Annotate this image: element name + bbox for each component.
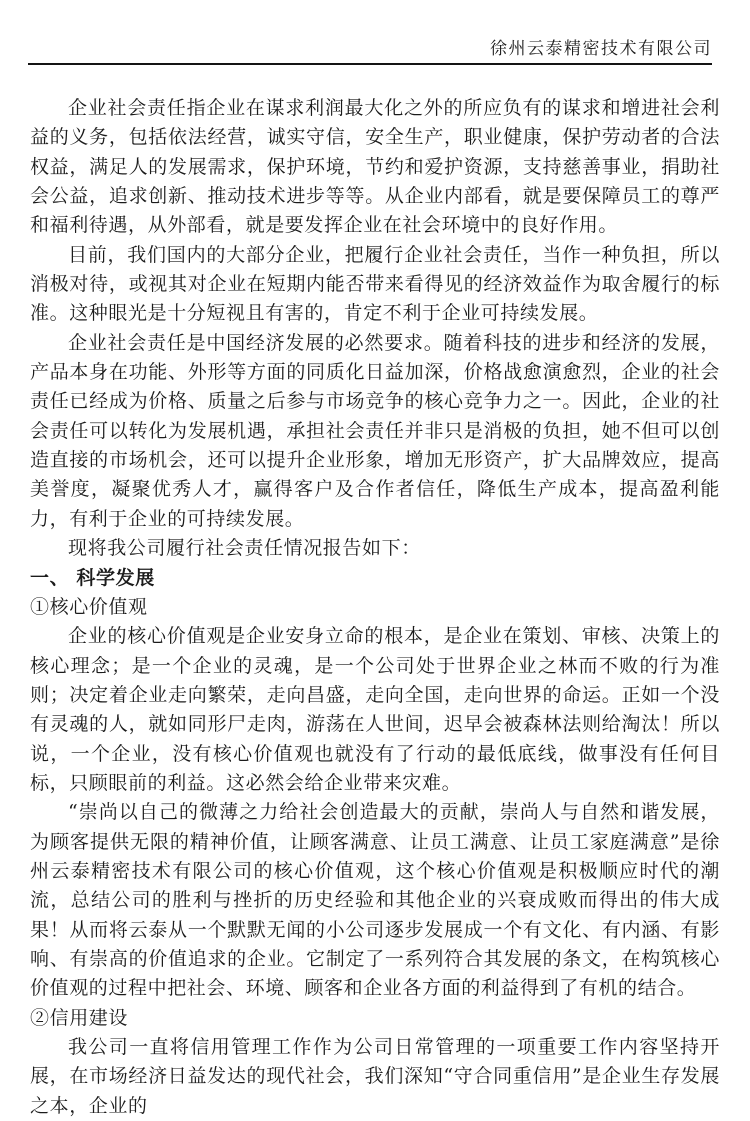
document-page bbox=[0, 34, 750, 1117]
paragraph-csr-definition: 企业社会责任指企业在谋求利润最大化之外的所应负有的谋求和增进社会利益的义务，包括依法经营，诚实守信，安全生产，职业健康，保护劳动者的合法权益，满足人的发展需求，保护环境，节约和爱护资源，支持慈善事业，捐助社会公益，追求创新、推动技术进步等等。从企业内部看，就是要保障员工的尊严和福利待遇，从外部看，就是要发挥企业在社会环境中的良好作用。 bbox=[30, 97, 720, 237]
header-rule bbox=[28, 63, 712, 65]
section-heading-science-development: 一、 科学发展 bbox=[30, 566, 155, 589]
page-header bbox=[28, 34, 712, 63]
company-name: 徐州云泰精密技术有限公司 bbox=[490, 39, 712, 59]
paragraph-core-values-meaning: 企业的核心价值观是企业安身立命的根本，是企业在策划、审核、决策上的核心理念；是一个企业的灵魂，是一个公司处于世界企业之林而不败的行为准则；决定着企业走向繁荣，走向昌盛，走向全国，走向世界的命运。正如一个没有灵魂的人，就如同形尸走肉，游荡在人世间，迟早会被森林法则给淘汰！所以说，一个企业，没有核心价值观也就没有了行动的最低底线，做事没有任何目标，只顾眼前的利益。这必然会给企业带来灾难。 bbox=[30, 625, 720, 794]
paragraph-csr-necessity: 企业社会责任是中国经济发展的必然要求。随着科技的进步和经济的发展，产品本身在功能、外形等方面的同质化日益加深，价格战愈演愈烈，企业的社会责任已经成为价格、质量之后参与市场竞争的核心竞争力之一。因此，企业的社会责任可以转化为发展机遇，承担社会责任并非只是消极的负担，她不但可以创造直接的市场机会，还可以提升企业形象，增加无形资产，扩大品牌效应，提高美誉度，凝聚优秀人才，赢得客户及合作者信任，降低生产成本，提高盈利能力，有利于企业的可持续发展。 bbox=[30, 331, 720, 530]
paragraph-current-attitude: 目前，我们国内的大部分企业，把履行企业社会责任，当作一种负担，所以消极对待，或视其对企业在短期内能否带来看得见的经济效益作为取舍履行的标准。这种眼光是十分短视且有害的，肯定不利于企业可持续发展。 bbox=[30, 243, 720, 325]
paragraph-report-intro: 现将我公司履行社会责任情况报告如下： bbox=[68, 537, 421, 560]
document-body bbox=[30, 94, 720, 1121]
paragraph-credit-management: 我公司一直将信用管理工作作为公司日常管理的一项重要工作内容坚持开展，在市场经济日益发达的现代社会，我们深知“守合同重信用”是企业生存发展之本，企业的 bbox=[30, 1036, 720, 1117]
subheading-credit-building: ②信用建设 bbox=[30, 1006, 129, 1029]
paragraph-company-core-values: “崇尚以自己的微薄之力给社会创造最大的贡献，崇尚人与自然和谐发展，为顾客提供无限的精神价值，让顾客满意、让员工满意、让员工家庭满意”是徐州云泰精密技术有限公司的核心价值观，这个核心价值观是积极顺应时代的潮流，总结公司的胜利与挫折的历史经验和其他企业的兴衰成败而得出的伟大成果！从而将云泰从一个默默无闻的小公司逐步发展成一个有文化、有内涵、有影响、有崇高的价值追求的企业。它制定了一系列符合其发展的条文，在构筑核心价值观的过程中把社会、环境、顾客和企业各方面的利益得到了有机的结合。 bbox=[30, 801, 720, 1000]
subheading-core-values: ①核心价值观 bbox=[30, 595, 148, 618]
